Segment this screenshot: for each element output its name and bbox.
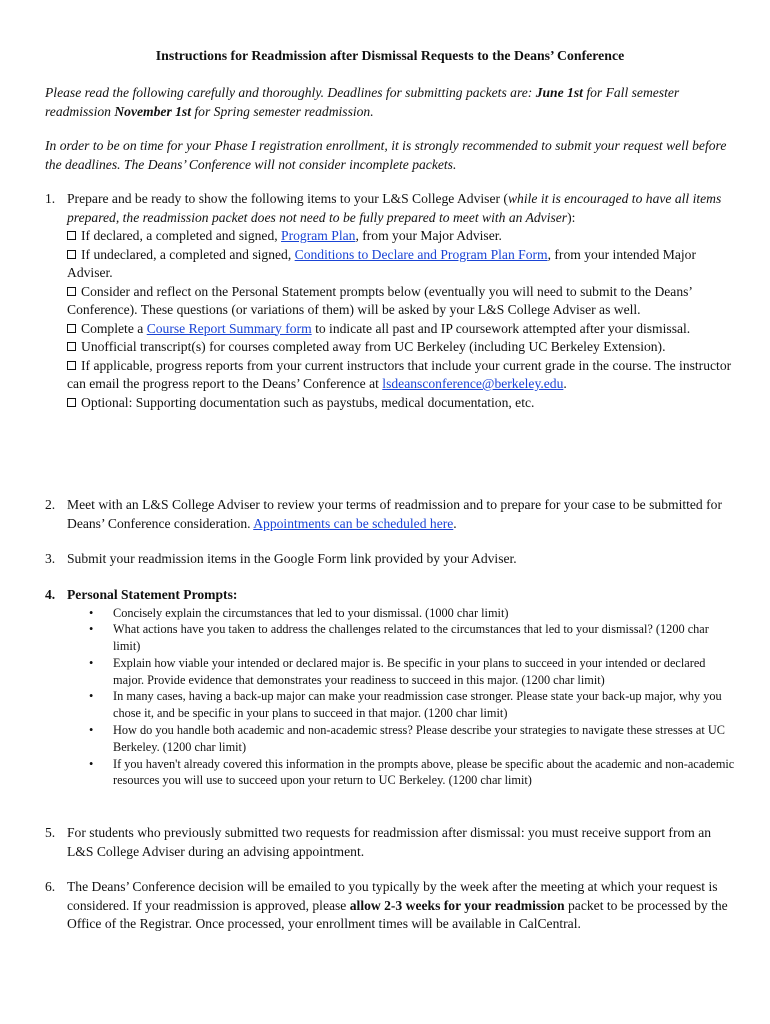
list-item-6 [45, 878, 735, 934]
deans-conference-email-link[interactable]: lsdeansconference@berkeley.edu [382, 376, 564, 391]
prompt-text: If you haven't already covered this information in the prompts above, please be specific about the academic and non-academic resources you will use to succeed upon your return to UC Berkeley. (1200 char limit) [113, 756, 735, 788]
deadline-text-spring: for Spring semester readmission. [191, 103, 374, 119]
item-6-end: packet to be processed by the Office of the Registrar. Once processed, your enrollment times will be available in CalCentral. [67, 897, 728, 931]
checklist-personal-statement [67, 283, 735, 320]
checkbox-icon[interactable] [67, 398, 76, 407]
fall-deadline: June 1st [535, 85, 583, 100]
checkbox-icon[interactable] [67, 287, 76, 296]
prompt-item [67, 688, 735, 722]
prompt-item [67, 722, 735, 756]
checklist-optional-docs [67, 394, 735, 413]
item-6-text: The Deans’ Conference decision will be emailed to you typically by the week after the meeting at which your request is considered. If your readmission is approved, please [67, 879, 718, 913]
lead-italic: while it is encouraged to have all items prepared, the readmission packet does not need to be fully prepared to meet with an Adviser [67, 191, 722, 225]
bullet-icon: • [89, 689, 94, 704]
check-text-end: , from your Major Adviser. [355, 228, 502, 243]
list-item-5 [45, 824, 735, 861]
document-title: Instructions for Readmission after Dismissal Requests to the Deans’ Conference [155, 48, 625, 63]
item-5-text: For students who previously submitted two requests for readmission after dismissal: you must receive support from an L&S College Adviser during an advising appointment. [67, 825, 712, 859]
check-text: If applicable, progress reports from your current instructors that include your current grade in the course. The instructor can email the progress report to the Deans’ Conference at [67, 357, 732, 391]
item-2-text: Meet with an L&S College Adviser to review your terms of readmission and to prepare for your case to be submitted for Deans’ Conference consideration. [67, 497, 722, 531]
item-1-lead [67, 190, 735, 227]
checklist-progress-reports [67, 357, 735, 394]
bullet-icon: • [89, 756, 94, 771]
item-number: 2. [45, 497, 56, 512]
processing-time: allow 2-3 weeks for your readmission [349, 897, 565, 913]
lead-text: Prepare and be ready to show the following items to your L&S College Adviser ( [67, 191, 508, 206]
check-text-end: to indicate all past and IP coursework attempted after your dismissal. [311, 320, 691, 336]
check-text: If declared, a completed and signed, [81, 228, 282, 243]
prompts-list [67, 605, 735, 790]
checkbox-icon[interactable] [67, 342, 76, 351]
item-number: 4. [45, 587, 56, 602]
item-2-end: . [453, 515, 457, 531]
check-text: Unofficial transcript(s) for courses completed away from UC Berkeley (including UC Berkeley Extension). [81, 339, 666, 354]
deadline-text-fall: for Fall semester readmission [45, 85, 680, 119]
list-item-1 [45, 190, 735, 412]
prompt-text: In many cases, having a back-up major can make your readmission case stronger. Please state your back-up major, why you chose it, and be specific in your plans to succeed in that major. (1200 char limit) [113, 689, 722, 721]
prompt-item [67, 655, 735, 689]
item-number: 3. [45, 551, 56, 566]
deadline-text: Please read the following carefully and thoroughly. Deadlines for submitting packets are: [45, 85, 536, 100]
checklist-program-plan [67, 227, 735, 246]
appointments-link[interactable]: Appointments can be scheduled here [253, 515, 454, 531]
check-text-end: . [563, 376, 567, 391]
prompt-item [67, 605, 735, 622]
recommendation-paragraph: In order to be on time for your Phase I registration enrollment, it is strongly recommended to submit your request well before the deadlines. The Deans’ Conference will not consider incomplete packets. [45, 138, 727, 172]
checkbox-icon[interactable] [67, 361, 76, 370]
bullet-icon: • [89, 723, 94, 738]
checkbox-icon[interactable] [67, 324, 76, 333]
item-3-text: Submit your readmission items in the Google Form link provided by your Adviser. [67, 551, 517, 566]
checklist-course-report [67, 320, 735, 339]
check-text: Consider and reflect on the Personal Statement prompts below (eventually you will need to submit to the Deans’ Conference). These questions (or variations of them) will be asked by your L&S College Adviser as well. [67, 283, 692, 317]
prompt-text: How do you handle both academic and non-academic stress? Please describe your strategies to navigate these stresses at UC Berkeley. (1200 char limit) [113, 723, 725, 754]
deadline-paragraph [45, 84, 735, 121]
conditions-to-declare-link[interactable]: Conditions to Declare and Program Plan Form [294, 246, 548, 262]
prompt-text: What actions have you taken to address the challenges related to the circumstances that led to your dismissal? (1200 char limit) [113, 622, 709, 654]
prompt-item [67, 756, 735, 790]
bullet-icon: • [89, 655, 94, 670]
course-report-summary-link[interactable]: Course Report Summary form [146, 320, 312, 336]
bullet-icon: • [89, 605, 94, 620]
item-number: 1. [45, 191, 56, 206]
prompt-text: Concisely explain the circumstances that led to your dismissal. (1000 char limit) [113, 605, 509, 620]
list-item-4 [45, 586, 735, 789]
item-number: 6. [45, 879, 56, 894]
lead-end: ): [567, 209, 576, 225]
prompt-item [67, 621, 735, 655]
checkbox-icon[interactable] [67, 231, 76, 240]
prompt-text: Explain how viable your intended or declared major is. Be specific in your plans to succeed in your intended or declared major. Provide evidence that demonstrates your readiness to succeed in this major. (1200 char limit) [113, 655, 706, 687]
check-text-end: , from your intended Major Adviser. [67, 246, 696, 280]
item-number: 5. [45, 825, 56, 840]
checklist-transcripts [67, 338, 735, 357]
list-item-3 [45, 550, 735, 569]
checklist-conditions-form [67, 246, 735, 283]
check-text: If undeclared, a completed and signed, [81, 246, 295, 262]
checkbox-icon[interactable] [67, 250, 76, 259]
prompts-heading: Personal Statement Prompts: [67, 587, 238, 602]
check-text: Complete a [81, 320, 147, 336]
bullet-icon: • [89, 622, 94, 637]
program-plan-link[interactable]: Program Plan [281, 228, 356, 243]
list-item-2 [45, 496, 735, 533]
check-text: Optional: Supporting documentation such as paystubs, medical documentation, etc. [81, 394, 535, 410]
spring-deadline: November 1st [114, 103, 191, 119]
